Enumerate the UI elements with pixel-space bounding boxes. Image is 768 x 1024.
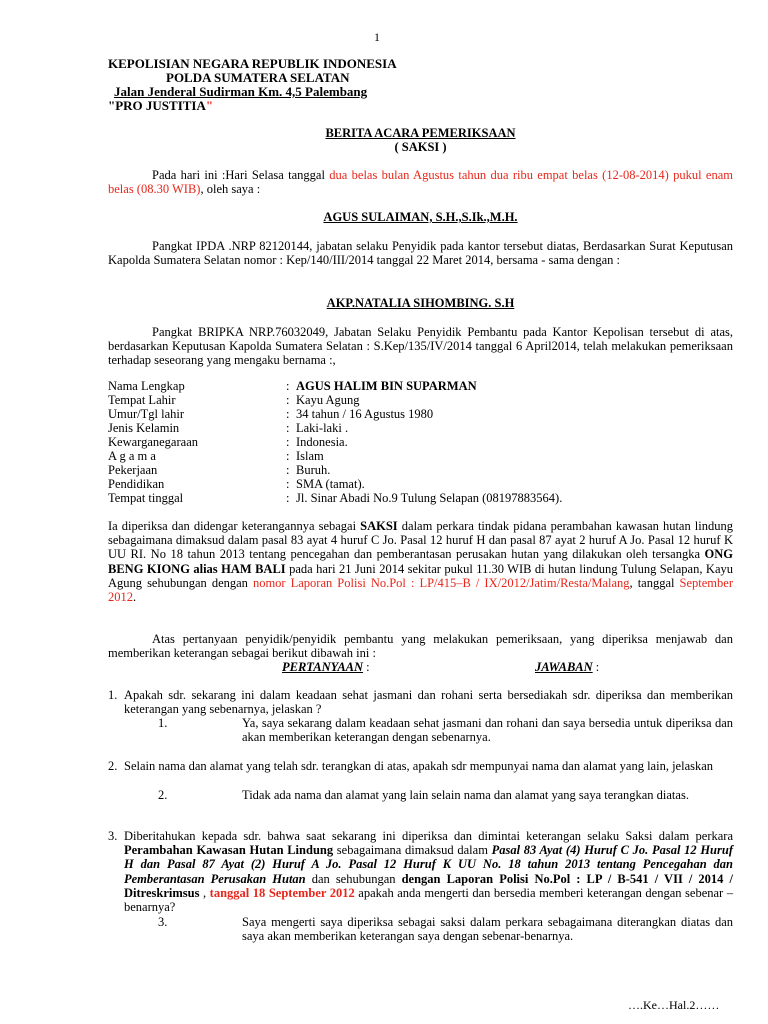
question-header-label: PERTANYAAN	[282, 660, 364, 674]
question-3	[124, 829, 733, 914]
answer-column-header	[535, 660, 599, 674]
question-2-number: 2.	[108, 759, 118, 773]
identity-value: Laki-laki .	[296, 421, 349, 435]
police-report-reference: dengan Laporan Polisi No.Pol : LP / B-541 / VII / 2014 / Ditreskrimsus	[124, 871, 733, 900]
identity-separator: :	[286, 449, 290, 463]
identity-separator: :	[286, 477, 290, 491]
identity-value: Jl. Sinar Abadi No.9 Tulung Selapan (08197883564).	[296, 491, 563, 505]
identity-label: Pendidikan	[108, 477, 165, 491]
answer-1: Ya, saya sekarang dalam keadaan sehat jasmani dan rohani dan saya bersedia untuk diperiksa dan akan memberikan keterangan dengan sebenarnya.	[242, 716, 733, 745]
assistant-investigator-details: Pangkat BRIPKA NRP.76032049, Jabatan Selaku Penyidik Pembantu pada Kantor Kepolisan tersebut di atas, berdasarkan Keputusan Kapolda Sumatera Selatan : S.Kep/135/IV/2014 tanggal 6 April2014, telah melakukan pemeriksaan terhadap seseorang yang mengaku bernama :,	[108, 325, 733, 368]
identity-separator: :	[286, 393, 290, 407]
page-number: 1	[374, 30, 380, 44]
identity-label: Kewarganegaraan	[108, 435, 198, 449]
identity-label: Jenis Kelamin	[108, 421, 180, 435]
identity-separator: :	[286, 435, 290, 449]
answer-3-number: 3.	[158, 915, 168, 929]
question-3-text-end: apakah anda mengerti dan bersedia memberi keterangan dengan sebenar – benarnya?	[124, 885, 733, 915]
case-text: Ia diperiksa dan didengar keterangannya sebagai	[108, 519, 361, 533]
question-3-text: ,	[199, 885, 210, 900]
witness-label: SAKSI	[360, 519, 398, 533]
identity-separator: :	[286, 421, 290, 435]
answer-3: Saya mengerti saya diperiksa sebagai saksi dalam perkara sebagaimana diterangkan diatas dan saya akan memberikan keterangan saya dengan sebenar-benarnya.	[242, 915, 733, 944]
document-subtitle: ( SAKSI )	[394, 140, 447, 154]
investigator-name: AGUS SULAIMAN, S.H.,S.Ik.,M.H.	[323, 210, 518, 224]
question-3-text: sebagaimana dimaksud dalam	[333, 843, 492, 858]
answer-header-label: JAWABAN	[535, 660, 593, 674]
identity-value: SMA (tamat).	[296, 477, 365, 491]
pro-justitia-quote: "	[205, 98, 214, 113]
identity-label: Tempat Lahir	[108, 393, 176, 407]
identity-value: Indonesia.	[296, 435, 348, 449]
identity-separator: :	[286, 407, 290, 421]
answer-header-colon: :	[592, 660, 600, 674]
identity-value: AGUS HALIM BIN SUPARMAN	[296, 379, 477, 393]
question-3-number: 3.	[108, 829, 118, 843]
opening-text-end: , oleh saya :	[200, 182, 261, 197]
question-header-colon: :	[363, 660, 370, 674]
document-title: BERITA ACARA PEMERIKSAAN	[325, 126, 516, 140]
opening-text: Pada hari ini :Hari Selasa tanggal	[152, 168, 330, 182]
institution-address: Jalan Jenderal Sudirman Km. 4,5 Palembang	[114, 84, 368, 99]
legal-articles: Pasal 83 Ayat (4) Huruf C Jo. Pasal 12 Huruf H dan Pasal 87 Ayat (2) Huruf A Jo. Pasal 12 Huruf K UU No. 18 tahun 2013 tentang Pencegahan dan Pemberantasan Perusakan Hutan	[124, 843, 733, 886]
police-report-reference-date: tanggal 18 September 2012	[209, 885, 355, 900]
answer-2-number: 2.	[158, 788, 168, 802]
identity-label: Tempat tinggal	[108, 491, 184, 505]
identity-value: Buruh.	[296, 463, 331, 477]
case-text: dalam perkara tindak pidana perambahan kawasan hutan lindung sebagaimana dimaksud dalam pasal 83 ayat 4 huruf C Jo. Pasal 12 huruf H dan pasal 87 ayat 2 huruf A Jo. Pasal 12 huruf K UU RI. No 18 tahun 2013 tentang pencegahan dan pemberantasan perusakan hutan yang dilakukan oleh tersangka	[108, 519, 733, 562]
identity-label: Pekerjaan	[108, 463, 158, 477]
question-3-text: dan sehubungan	[305, 871, 402, 886]
identity-value: Kayu Agung	[296, 393, 360, 407]
pro-justitia-label	[108, 99, 213, 113]
case-description	[108, 519, 733, 604]
institution-name: KEPOLISIAN NEGARA REPUBLIK INDONESIA	[108, 56, 397, 71]
pro-justitia-text: "PRO JUSTITIA	[108, 98, 206, 113]
qa-introduction: Atas pertanyaan penyidik/penyidik pembantu yang melakukan pemeriksaan, yang diperiksa menjawab dan memberikan keterangan sebagai berikut dibawah ini :	[108, 632, 733, 661]
identity-label: A g a m a	[108, 449, 156, 463]
question-1-number: 1.	[108, 688, 118, 702]
question-3-text: Diberitahukan kepada sdr. bahwa saat sekarang ini diperiksa dan dimintai keterangan selaku Saksi dalam perkara	[124, 829, 733, 843]
opening-paragraph	[108, 168, 733, 196]
regional-police-name: POLDA SUMATERA SELATAN	[166, 70, 350, 85]
question-1: Apakah sdr. sekarang ini dalam keadaan sehat jasmani dan rohani serta bersediakah sdr. diperiksa dan memberikan keterangan yang sebenarnya, jelaskan ?	[124, 688, 733, 717]
police-report-number: nomor Laporan Polisi No.Pol : LP/415–B / IX/2012/Jatim/Resta/Malang	[252, 575, 630, 590]
question-column-header	[282, 660, 370, 674]
continuation-note: ….Ke…Hal.2……	[628, 998, 720, 1012]
question-2: Selain nama dan alamat yang telah sdr. terangkan di atas, apakah sdr mempunyai nama dan alamat yang lain, jelaskan	[124, 759, 714, 773]
identity-separator: :	[286, 491, 290, 505]
identity-label: Umur/Tgl lahir	[108, 407, 185, 421]
investigator-details: Pangkat IPDA .NRP 82120144, jabatan selaku Penyidik pada kantor tersebut diatas, Berdasarkan Surat Keputusan Kapolda Sumatera Selatan nomor : Kep/140/III/2014 tanggal 22 Maret 2014, bersama - sama dengan :	[108, 239, 733, 268]
answer-1-number: 1.	[158, 716, 168, 730]
police-report-date: September 2012	[108, 575, 733, 605]
case-text: , tanggal	[629, 575, 680, 590]
identity-label: Nama Lengkap	[108, 379, 185, 393]
identity-separator: :	[286, 379, 290, 393]
identity-value: Islam	[296, 449, 324, 463]
identity-separator: :	[286, 463, 290, 477]
suspect-name: ONG BENG KIONG alias HAM BALI	[108, 547, 733, 576]
assistant-investigator-name: AKP.NATALIA SIHOMBING. S.H	[326, 296, 515, 310]
case-text: pada hari 21 Juni 2014 sekitar pukul 11.30 WIB di hutan lindung Tulung Selapan, Kayu Agung sehubungan dengan	[108, 561, 733, 590]
identity-value: 34 tahun / 16 Agustus 1980	[296, 407, 434, 421]
answer-2: Tidak ada nama dan alamat yang lain selain nama dan alamat yang saya terangkan diatas.	[242, 788, 689, 802]
examination-date: dua belas bulan Agustus tahun dua ribu empat belas (12-08-2014) pukul enam belas (08.30 WIB)	[108, 168, 733, 197]
case-subject: Perambahan Kawasan Hutan Lindung	[124, 843, 334, 858]
case-text-end: .	[133, 590, 137, 605]
